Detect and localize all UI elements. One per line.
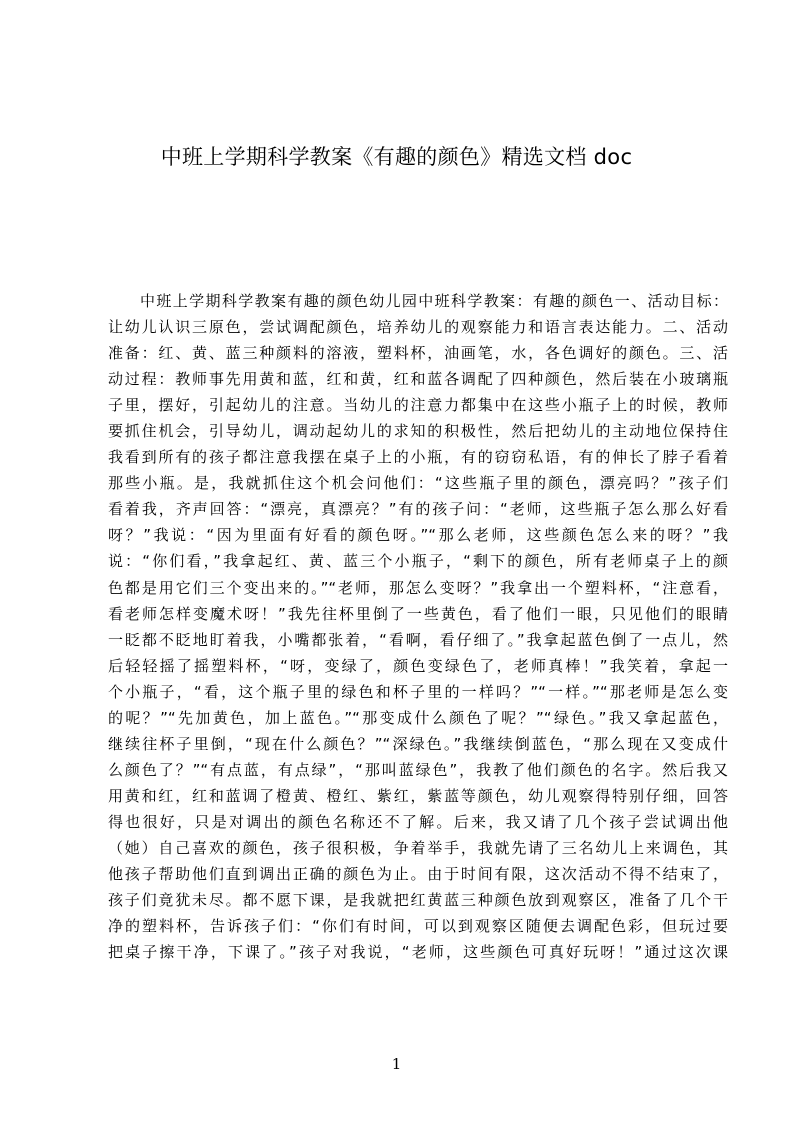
body-line: 我看到所有的孩子都注意我摆在桌子上的小瓶，有的窃窃私语，有的伸长了脖子看着 — [108, 448, 728, 467]
body-line: 说：“你们看，”我拿起红、黄、蓝三个小瓶子，“剩下的颜色，所有老师桌子上的颜 — [108, 552, 728, 571]
body-line: 一眨都不眨地盯着我，小嘴都张着，“看啊，看仔细了。”我拿起蓝色倒了一点儿，然 — [108, 630, 728, 649]
body-line: 把桌子擦干净，下课了。”孩子对我说，“老师，这些颜色可真好玩呀！”通过这次课 — [108, 943, 728, 962]
page-number: 1 — [391, 1055, 402, 1073]
body-line: 看着我，齐声回答：“漂亮，真漂亮？”有的孩子问：“老师，这些瓶子怎么那么好看 — [108, 500, 728, 519]
body-line: 中班上学期科学教案有趣的颜色幼儿园中班科学教案：有趣的颜色一、活动目标： — [140, 292, 728, 310]
body-line: 看老师怎样变魔术呀！”我先往杯里倒了一些黄色，看了他们一眼，只见他们的眼睛 — [108, 604, 728, 623]
body-line: （她）自己喜欢的颜色，孩子很积极，争着举手，我就先请了三名幼儿上来调色，其 — [108, 838, 728, 857]
body-line: 继续往杯子里倒，“现在什么颜色？”“深绿色。”我继续倒蓝色，“那么现在又变成什 — [108, 734, 728, 753]
body-line: 得也很好，只是对调出的颜色名称还不了解。后来，我又请了几个孩子尝试调出他 — [108, 812, 728, 831]
body-line: 后轻轻摇了摇塑料杯，“呀，变绿了，颜色变绿色了，老师真棒！”我笑着，拿起一 — [108, 656, 728, 675]
document-body — [108, 288, 728, 965]
body-line: 动过程：教师事先用黄和蓝，红和黄，红和蓝各调配了四种颜色，然后装在小玻璃瓶 — [108, 370, 728, 389]
body-line: 他孩子帮助他们直到调出正确的颜色为止。由于时间有限，这次活动不得不结束了， — [108, 865, 728, 884]
body-line: 用黄和红，红和蓝调了橙黄、橙红、紫红，紫蓝等颜色，幼儿观察得特别仔细，回答 — [108, 786, 728, 805]
body-line: 个小瓶子，“看，这个瓶子里的绿色和杯子里的一样吗？”“一样。”“那老师是怎么变 — [108, 682, 728, 701]
body-line: 让幼儿认识三原色，尝试调配颜色，培养幼儿的观察能力和语言表达能力。二、活动 — [108, 318, 728, 337]
document-title: 中班上学期科学教案《有趣的颜色》精选文档 doc — [160, 145, 633, 169]
body-line: 要抓住机会，引导幼儿，调动起幼儿的求知的积极性，然后把幼儿的主动地位保持住 — [108, 422, 728, 441]
body-line: 呀？”我说：“因为里面有好看的颜色呀。”“那么老师，这些颜色怎么来的呀？”我 — [108, 526, 728, 545]
body-line: 那些小瓶。是，我就抓住这个机会问他们：“这些瓶子里的颜色，漂亮吗？”孩子们 — [108, 474, 728, 493]
body-line: 净的塑料杯，告诉孩子们：“你们有时间，可以到观察区随便去调配色彩，但玩过要 — [108, 917, 728, 936]
body-line: 么颜色了？”“有点蓝，有点绿”，“那叫蓝绿色”，我教了他们颜色的名字。然后我又 — [108, 760, 728, 779]
body-line: 的呢？”“先加黄色，加上蓝色。”“那变成什么颜色了呢？”“绿色。”我又拿起蓝色， — [108, 708, 728, 727]
body-line: 子里，摆好，引起幼儿的注意。当幼儿的注意力都集中在这些小瓶子上的时候，教师 — [108, 396, 728, 415]
body-line: 色都是用它们三个变出来的。”“老师，那怎么变呀？”我拿出一个塑料杯，“注意看， — [108, 578, 728, 597]
body-line: 准备：红、黄、蓝三种颜料的溶液，塑料杯，油画笔，水，各色调好的颜色。三、活 — [108, 344, 728, 363]
body-line: 孩子们竟犹未尽。都不愿下课，是我就把红黄蓝三种颜色放到观察区，准备了几个干 — [108, 891, 728, 910]
